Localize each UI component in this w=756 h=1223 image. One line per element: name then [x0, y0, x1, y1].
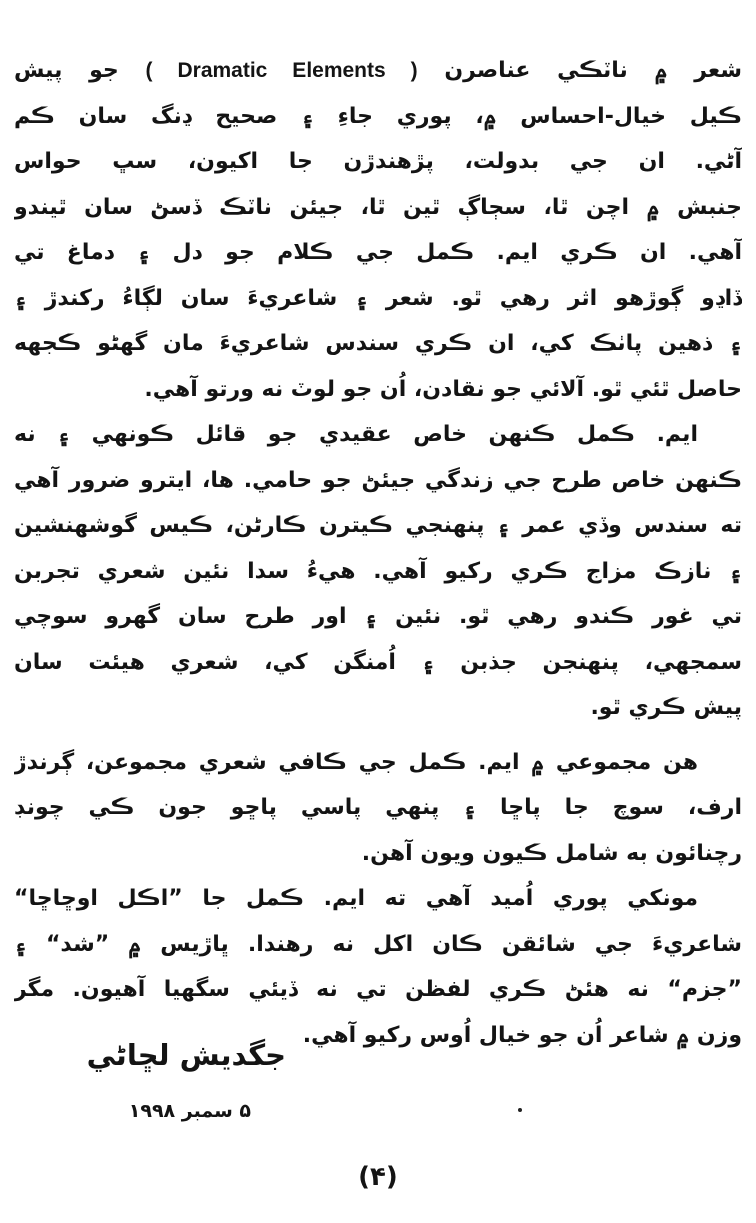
body-text: [14, 48, 742, 1058]
text-line: پيش ڪري ٿو.: [590, 695, 742, 720]
ink-speck: [518, 1108, 522, 1112]
text-line: وزن ۾ شاعر اُن جو خيال اُوس رکيو آهي.: [302, 1022, 742, 1048]
text-line: ڏاڍو ڳوڙهو اثر رهي ٿو. شعر ۽ شاعريءَ سان لڳاءُ رکندڙ ۽: [14, 285, 742, 311]
text-line: ۽ نازڪ مزاج ڪري رکيو آهي. هيءُ سدا نئين شعري تجربن: [14, 558, 742, 584]
text-line: سمجهي، پنهنجن جذبن ۽ اُمنگن کي، شعري هيئت سان: [14, 649, 742, 675]
line-text: شعر ۾ ناٽڪي عناصرن: [444, 58, 742, 83]
signature-date: ۵ سمبر ۱۹۹۸: [128, 1100, 251, 1122]
text-line: تي غور ڪندو رهي ٿو. نئين ۽ اور طرح سان گهرو سوچي: [14, 604, 742, 629]
text-line: ۽ ذهين پاٺڪ کي، ان ڪري سندس شاعريءَ مان گهڻو ڪجهه: [14, 331, 742, 356]
text-line: ارف، سوچ جا پاڇا ۽ پنهي پاسي پاڇو جون ڪي چونڊ: [14, 795, 742, 820]
text-line: آهي. ان ڪري ايم. ڪمل جي ڪلام جو دل ۽ دماغ تي: [14, 240, 742, 265]
text-line: ڪيل خيال-احساس ۾، پوري جاءِ ۽ صحيح ڍنگ سان ڪم: [14, 103, 742, 129]
text-line: ته سندس وڏي عمر ۽ پنهنجي ڪيترن ڪارڻن، ڪيس گوشهنشين: [14, 513, 742, 538]
page-number: (۴): [358, 1162, 398, 1192]
text-line: هن مجموعي ۾ ايم. ڪمل جي ڪافي شعري مجموعن، ڳرندڙ: [14, 749, 698, 775]
text-line: جنبش ۾ اچن ٿا، سڄاڳ ٿين ٿا، جيئن ناٽڪ ڏسڻ سان ٿيندو: [14, 194, 742, 220]
text-line: [14, 48, 742, 94]
text-line: حاصل ٿئي ٿو. آلائي جو نقادن، اُن جو لوٽ نه ورتو آهي.: [144, 376, 742, 402]
english-term: ( Dramatic Elements ): [145, 59, 418, 82]
author-signature: جگديش لڇاڻي: [86, 1038, 286, 1072]
text-line: آڻي. ان جي بدولت، پڙهندڙن جا اکيون، سڀ حواس: [14, 149, 742, 174]
text-line: رچنائون به شامل ڪيون ويون آهن.: [361, 840, 742, 866]
text-line: مونکي پوري اُميد آهي ته ايم. ڪمل جا ”اڪل اوڇاڇا“: [14, 886, 698, 911]
text-line: ڪنهن خاص طرح جي زندگي جيئڻ جو حامي. ها، ايترو ضرور آهي: [14, 467, 742, 493]
line-text-tail: جو پيش: [14, 58, 119, 83]
text-line: ”جزم“ نه هئڻ ڪري لفظن تي نه ڏيئي سگهيا آهيون. مگر: [14, 977, 742, 1002]
text-line: شاعريءَ جي شائقن ڪان اکل نه رهندا. ڀاڙيس ۾ ”شد“ ۽: [14, 931, 742, 957]
text-line: ايم. ڪمل ڪنهن خاص عقيدي جو قائل ڪونهي ۽ نه: [14, 422, 698, 447]
